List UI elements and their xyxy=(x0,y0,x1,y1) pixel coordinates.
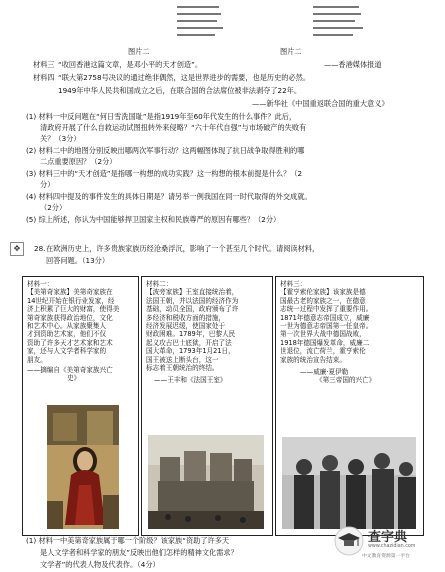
box-3-label: 材料三： xyxy=(280,280,307,288)
box-3-source-2: 《第三帝国的兴亡》 xyxy=(316,376,376,385)
q28-line-1: 在欧洲历史上，许多贵族家族历经沧桑浮沉，影响了一个甚至几个时代。请阅读材料， xyxy=(46,244,320,253)
move-handle-icon[interactable]: ✥ xyxy=(10,242,24,256)
q27-line: （2分） xyxy=(40,203,67,212)
box-3-line: 家族的统治宣告结束。 xyxy=(280,355,346,364)
q28-question-line: 文学者”的代表人物及代表作。（4分） xyxy=(40,560,160,569)
q28-number: 28. xyxy=(34,244,46,253)
q27-line: (3) 材料三中的“天才创造”是指哪一构想的成功实践？这一构想的根本前提是什么？（2 xyxy=(26,169,303,178)
box-1-line: 资助了许多天才艺术家和艺术 xyxy=(27,338,113,347)
question-27-block xyxy=(26,112,431,226)
box-2-line: 法国王朝，并以法国的经济作为 xyxy=(146,296,239,305)
q27-line: 分） xyxy=(40,180,55,189)
picture-label-left: 图片二 xyxy=(128,47,150,56)
material-4-label: 材料四 xyxy=(33,73,55,82)
material-3-text: “收回香港这篇文章，是邓小平的天才创造”。 xyxy=(58,60,203,69)
box-3-line: 国最古老的家族之一，在德意 xyxy=(280,296,366,305)
material-4-text: “联大第2758号决议的通过绝非偶然，这是世界进步的需要，也是历史的必然。 xyxy=(58,73,311,82)
painting-image xyxy=(47,405,119,529)
logo-tagline: 中文教育资源第一平台 xyxy=(362,554,410,559)
material-box-3 xyxy=(275,276,424,536)
box-3-line: 1918年德国爆发革命，威廉二 xyxy=(280,338,370,347)
material-3-label: 材料三 xyxy=(33,60,55,69)
q27-line: (5) 综上所述，你认为中国能够捍卫国家主权和民族尊严的原因有哪些？（2分） xyxy=(26,215,281,224)
material-4-text-2: 1949年中华人民共和国成立之后，在联合国的合法席位被非法剥夺了22年。 xyxy=(58,86,302,95)
logo-brand: 查字典 xyxy=(368,530,408,545)
box-1-line: 济上积累了巨大的财富，使得美 xyxy=(27,305,120,314)
q27-line: (4) 材料四中提及的事件发生的具体日期是？请另举一例我国在同一时代取得的外交成就。 xyxy=(26,192,312,201)
box-1-source: ——摘编自《美第奇家族兴亡 xyxy=(27,366,113,375)
box-1-line: 【美第奇家族】美第奇家族在 xyxy=(27,288,113,297)
box-3-line: 志统一过程中发挥了重要作用。 xyxy=(280,305,373,314)
picture-label-right: 图片二 xyxy=(280,47,302,56)
box-1-line: 第奇家族获得政治地位，文化 xyxy=(27,313,113,322)
q28-question-line: (1) 材料一中美第奇家族属于哪一个阶级？该家族“资助了许多天 xyxy=(26,536,230,545)
q27-line: 清政府开展了什么自救运动试图扭转外来侵略？“六十年代自强”与市场破产的失败有 xyxy=(40,123,307,132)
box-2-line: 国王被送上断头台，这一 xyxy=(146,355,219,364)
box-2-line: 国大革命，1793年1月21日， xyxy=(146,347,235,356)
material-box-1 xyxy=(22,276,139,536)
box-3-line: 一世为德意志帝国第一任皇帝。 xyxy=(280,322,373,331)
q27-line: (1) 材料一中反问题在“何日雪洗国耻”是指1919年至60年代发生的什么事件？此后， xyxy=(26,112,297,121)
box-1-line: 才到资助艺术家，他们不仅 xyxy=(27,330,107,339)
box-3-line: 第一次世界大战中德国战败， xyxy=(280,330,366,339)
box-2-line: 【波旁家族】王室直接统治着， xyxy=(146,288,239,297)
box-2-line: 财政困难。1789年，巴黎人民 xyxy=(146,330,236,339)
box-2-label: 材料二： xyxy=(146,280,173,288)
soldiers-photo xyxy=(282,437,416,529)
q27-line: (2) 材料二中的地图分别反映出哪两次军事行动？这两幅图体现了抗日战争取得胜利的哪 xyxy=(26,146,305,155)
box-2-line: 起义攻占巴士底狱，开启了法 xyxy=(146,338,232,347)
box-1-label: 材料一： xyxy=(27,280,54,288)
box-3-line: 世退位，流亡荷兰，霍亨索伦 xyxy=(280,347,366,356)
material-3-source: ——香港媒体报道 xyxy=(324,60,382,69)
box-2-line: 经济发展迟缓，使国家处于 xyxy=(146,322,226,331)
box-2-line: 标志着王朝统治的终结。 xyxy=(146,364,219,373)
box-1-line: 朋友。 xyxy=(27,355,47,364)
box-1-line: 家，还与人文学者科学家的 xyxy=(27,347,107,356)
logo-url: www.chazidian.com xyxy=(368,544,416,549)
box-2-line: 多经济和税收方面的措施， xyxy=(146,313,226,322)
graduation-cap-icon xyxy=(334,526,364,556)
box-3-line: 【霍亨索伦家族】该家族是德 xyxy=(280,288,366,297)
box-1-source-2: 史》 xyxy=(67,374,81,383)
box-2-line: 基础，动员全国，政府颁布了许 xyxy=(146,305,239,314)
box-3-source: ——威廉·夏伊勒 xyxy=(300,368,349,377)
box-2-source: ——王丰和《法国王室》 xyxy=(154,376,227,385)
q27-line: 二点重要原因？（2分） xyxy=(40,157,117,166)
box-1-line: 14世纪开始在银行业发家，经 xyxy=(27,296,115,305)
q28-question-line: 是人文学者和科学家的朋友”反映出他们怎样的精神文化需求？ xyxy=(40,548,238,557)
q28-questions xyxy=(26,536,326,572)
castle-image xyxy=(148,435,264,529)
q28-line-2: 回答问题。（13分） xyxy=(46,256,110,265)
q27-line: 关？（3分） xyxy=(40,134,81,143)
material-box-2 xyxy=(141,276,273,536)
box-1-line: 和艺术中心。从家族聚集人 xyxy=(27,322,107,331)
box-3-line: 1871年德意志帝国成立，威廉 xyxy=(280,313,370,322)
chazidian-logo xyxy=(332,522,442,570)
material-4-source: ——新华社《中国重返联合国的重大意义》 xyxy=(252,99,389,108)
